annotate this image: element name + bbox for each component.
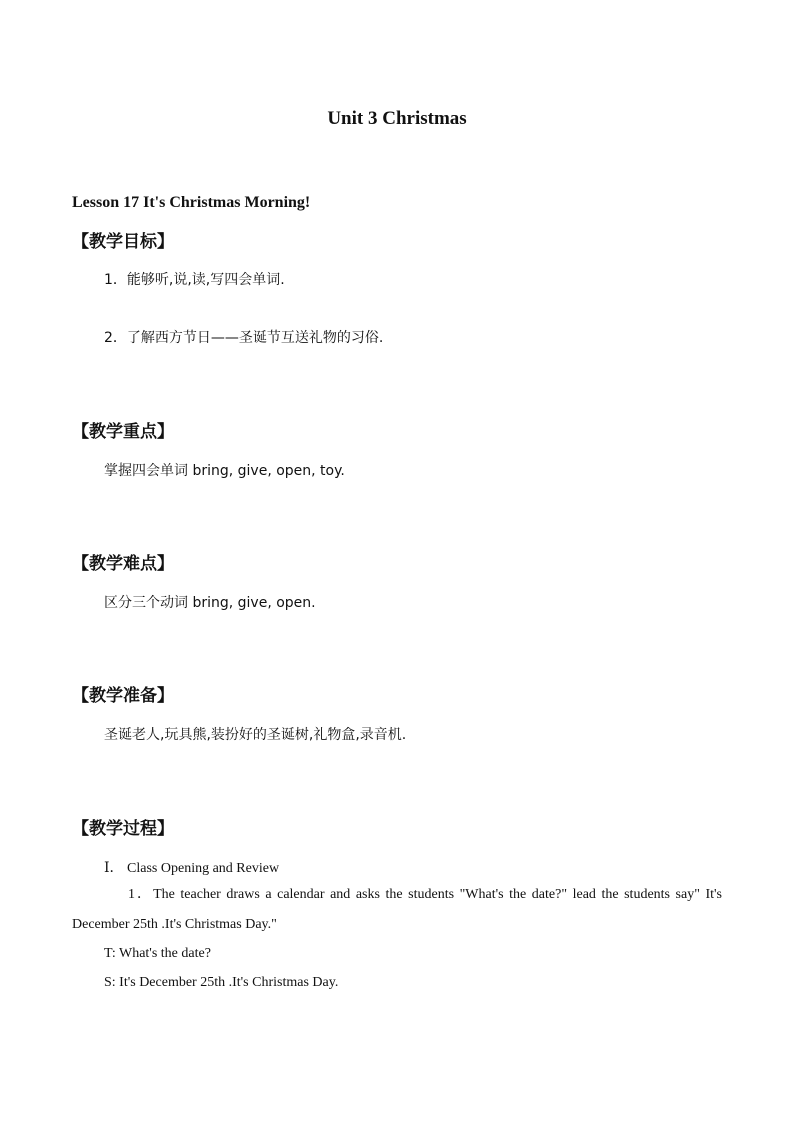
section-heading-goals: 【教学目标】 (72, 232, 174, 252)
process-step-1-paragraph: 1．The teacher draws a calendar and asks the students "What's the date?" lead the students say" It's December 25th .It's Christmas Day." (72, 887, 722, 932)
difficulties-text: 区分三个动词 bring, give, open. (104, 595, 316, 611)
dialog-line-teacher: T: What's the date? (104, 946, 211, 961)
section-heading-key-points: 【教学重点】 (72, 422, 174, 442)
goal-item-2: 2．了解西方节日——圣诞节互送礼物的习俗. (104, 330, 384, 346)
section-heading-difficulties: 【教学难点】 (72, 554, 174, 574)
preparation-text: 圣诞老人,玩具熊,装扮好的圣诞树,礼物盒,录音机. (104, 727, 407, 743)
dialog-line-student: S: It's December 25th .It's Christmas Day. (104, 975, 339, 990)
goal-item-1: 1．能够听,说,读,写四会单词. (104, 272, 285, 288)
lesson-title: Lesson 17 It's Christmas Morning! (72, 194, 311, 211)
section-heading-process: 【教学过程】 (72, 819, 174, 839)
document-title: Unit 3 Christmas (327, 108, 467, 129)
process-step-1-title: Ⅰ． Class Opening and Review (104, 861, 280, 876)
key-points-text: 掌握四会单词 bring, give, open, toy. (104, 463, 345, 479)
section-heading-preparation: 【教学准备】 (72, 686, 174, 706)
